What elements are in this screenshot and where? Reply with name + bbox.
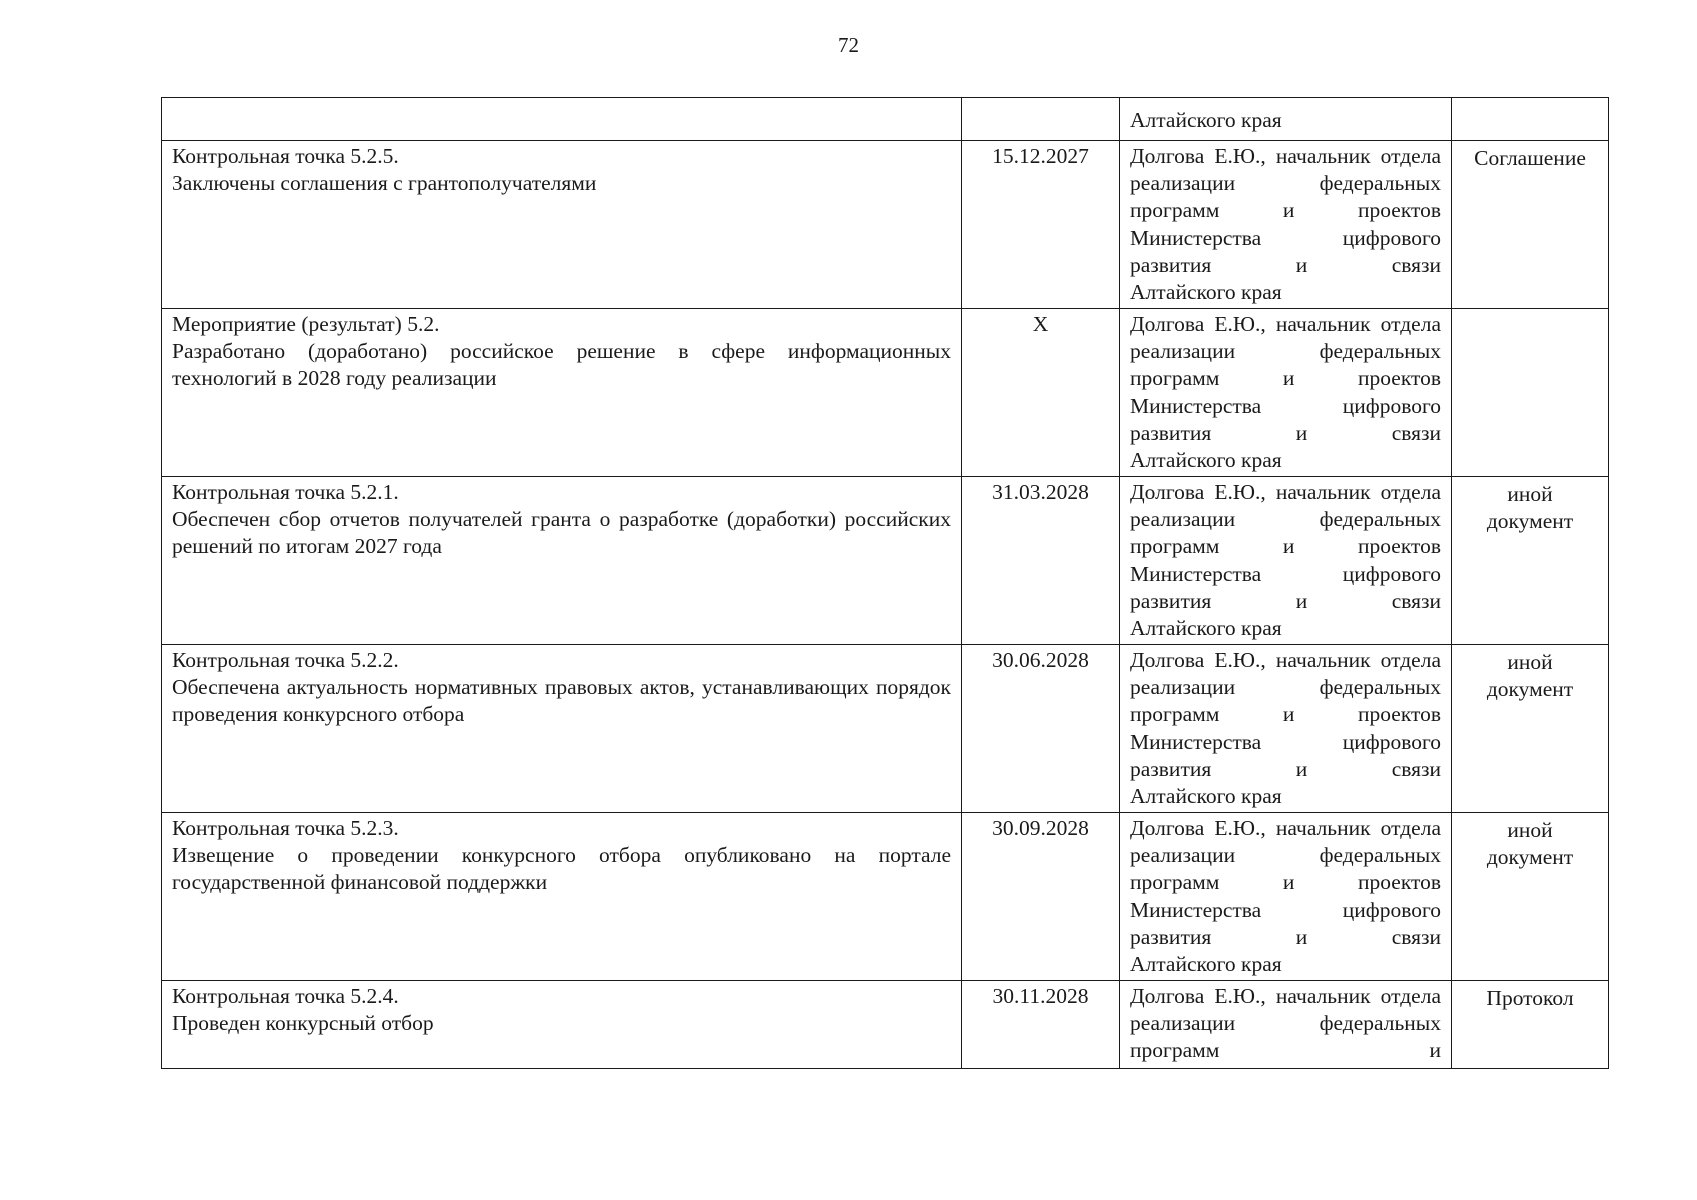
responsible-text-tail: Алтайского края (1130, 280, 1282, 305)
description-cell (162, 813, 962, 981)
responsible-text: Долгова Е.Ю., начальник отдела реализации федеральных программ и проектов Министерства цифрового развития и связи (1130, 648, 1441, 781)
responsible-text-tail: Алтайского края (1130, 784, 1282, 809)
description-cell (162, 141, 962, 309)
responsible-cell (1120, 981, 1452, 1069)
document-cell: Протокол (1452, 981, 1609, 1069)
document-cell: Соглашение (1452, 141, 1609, 309)
document-cell (1452, 309, 1609, 477)
row-heading: Контрольная точка 5.2.3. (172, 816, 399, 840)
responsible-cell (1120, 309, 1452, 477)
control-points-table (161, 97, 1609, 1069)
table-row (162, 981, 1609, 1069)
date-cell: 15.12.2027 (962, 141, 1120, 309)
responsible-text-tail: Алтайского края (1130, 616, 1282, 641)
description-cell (162, 477, 962, 645)
date-cell: 30.11.2028 (962, 981, 1120, 1069)
responsible-cell (1120, 141, 1452, 309)
document-cell (1452, 98, 1609, 141)
responsible-cell: Алтайского края (1120, 98, 1452, 141)
row-description: Проведен конкурсный отбор (172, 1011, 434, 1036)
row-heading: Мероприятие (результат) 5.2. (172, 312, 440, 336)
date-cell: X (962, 309, 1120, 477)
row-heading: Контрольная точка 5.2.5. (172, 144, 399, 168)
date-cell: 31.03.2028 (962, 477, 1120, 645)
responsible-cell (1120, 645, 1452, 813)
row-description: Обеспечен сбор отчетов получателей гранта о разработке (доработки) российских решений по итогам 2027 года (172, 507, 951, 559)
table-row (162, 141, 1609, 309)
responsible-text: Долгова Е.Ю., начальник отдела реализации федеральных программ и (1130, 984, 1441, 1063)
row-description: Заключены соглашения с грантополучателями (172, 171, 597, 196)
description-cell (162, 981, 962, 1069)
responsible-cell (1120, 813, 1452, 981)
responsible-text-tail: Алтайского края (1130, 448, 1282, 473)
date-cell (962, 98, 1120, 141)
table-row (162, 813, 1609, 981)
document-cell: иной документ (1452, 645, 1609, 813)
date-cell: 30.06.2028 (962, 645, 1120, 813)
responsible-text: Долгова Е.Ю., начальник отдела реализации федеральных программ и проектов Министерства цифрового развития и связи (1130, 312, 1441, 445)
date-cell: 30.09.2028 (962, 813, 1120, 981)
responsible-cell (1120, 477, 1452, 645)
row-description: Разработано (доработано) российское решение в сфере информационных технологий в 2028 году реализации (172, 339, 951, 391)
table-row (162, 309, 1609, 477)
row-heading: Контрольная точка 5.2.1. (172, 480, 399, 504)
responsible-text-tail: Алтайского края (1130, 952, 1282, 977)
description-cell (162, 98, 962, 141)
responsible-text: Долгова Е.Ю., начальник отдела реализации федеральных программ и проектов Министерства цифрового развития и связи (1130, 144, 1441, 277)
table-row (162, 645, 1609, 813)
responsible-text: Долгова Е.Ю., начальник отдела реализации федеральных программ и проектов Министерства цифрового развития и связи (1130, 480, 1441, 613)
row-heading: Контрольная точка 5.2.2. (172, 648, 399, 672)
description-cell (162, 309, 962, 477)
row-description: Обеспечена актуальность нормативных правовых актов, устанавливающих порядок проведения конкурсного отбора (172, 675, 951, 727)
description-cell (162, 645, 962, 813)
row-description: Извещение о проведении конкурсного отбора опубликовано на портале государственной финансовой поддержки (172, 843, 951, 895)
row-heading: Контрольная точка 5.2.4. (172, 984, 399, 1008)
document-cell: иной документ (1452, 477, 1609, 645)
document-cell: иной документ (1452, 813, 1609, 981)
table-row (162, 477, 1609, 645)
responsible-text: Долгова Е.Ю., начальник отдела реализации федеральных программ и проектов Министерства цифрового развития и связи (1130, 816, 1441, 949)
continued-row (162, 98, 1609, 141)
page-number: 72 (838, 33, 859, 57)
